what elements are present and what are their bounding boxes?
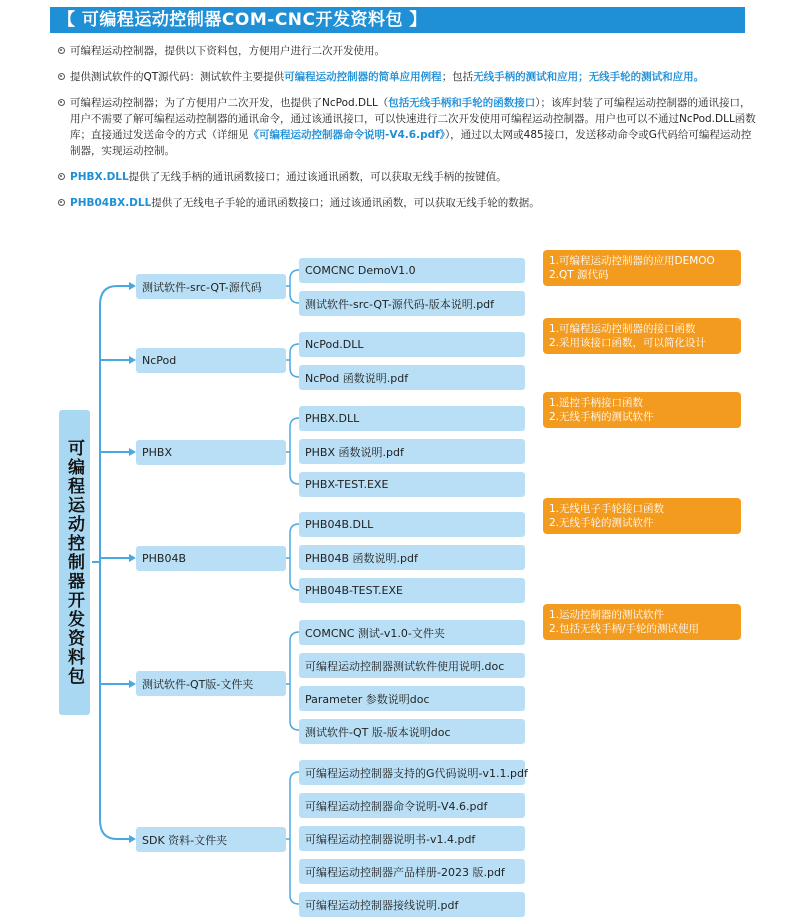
file-item[interactable]: 可编程运动控制器产品样册-2023 版.pdf [299, 859, 525, 884]
file-item[interactable]: COMCNC 测试-v1.0-文件夹 [299, 620, 525, 645]
group-phbx[interactable]: PHBX [136, 440, 286, 465]
file-item[interactable]: PHBX.DLL [299, 406, 525, 431]
intro-item: 提供测试软件的QT源代码：测试软件主要提供可编程运动控制器的简单应用例程；包括无线手柄的测试和应用；无线手轮的测试和应用。 [58, 69, 758, 85]
level2-brackets [286, 270, 299, 904]
group-qt-folder[interactable]: 测试软件-QT版-文件夹 [136, 671, 286, 696]
note-phb04b: 1.无线电子手轮接口函数 2.无线手轮的测试软件 [543, 498, 741, 534]
file-item[interactable]: NcPod 函数说明.pdf [299, 365, 525, 390]
file-item[interactable]: COMCNC DemoV1.0 [299, 258, 525, 283]
file-item[interactable]: Parameter 参数说明doc [299, 686, 525, 711]
file-item[interactable]: 可编程运动控制器测试软件使用说明.doc [299, 653, 525, 678]
level1-arrows [100, 282, 136, 843]
file-item[interactable]: NcPod.DLL [299, 332, 525, 357]
tree-root: 可编程运动控制器开发资料包 [59, 410, 90, 715]
file-item[interactable]: 可编程运动控制器命令说明-V4.6.pdf [299, 793, 525, 818]
group-ncpod[interactable]: NcPod [136, 348, 286, 373]
file-item[interactable]: 可编程运动控制器说明书-v1.4.pdf [299, 826, 525, 851]
note-phbx: 1.遥控手柄接口函数 2.无线手柄的测试软件 [543, 392, 741, 428]
file-item[interactable]: 测试软件-QT 版-版本说明doc [299, 719, 525, 744]
file-item[interactable]: PHBX 函数说明.pdf [299, 439, 525, 464]
file-item[interactable]: 测试软件-src-QT-源代码-版本说明.pdf [299, 291, 525, 316]
note-qt-folder: 1.运动控制器的测试软件 2.包括无线手柄/手轮的测试使用 [543, 604, 741, 640]
file-item[interactable]: PHB04B.DLL [299, 512, 525, 537]
intro-item: PHB04BX.DLL提供了无线电子手轮的通讯函数接口；通过该通讯函数，可以获取无线手轮的数据。 [58, 195, 758, 211]
note-qt-src: 1.可编程运动控制器的应用DEMOO 2.QT 源代码 [543, 250, 741, 286]
file-item[interactable]: PHB04B 函数说明.pdf [299, 545, 525, 570]
file-item[interactable]: 可编程运动控制器接线说明.pdf [299, 892, 525, 917]
note-ncpod: 1.可编程运动控制器的接口函数 2.采用该接口函数，可以简化设计 [543, 318, 741, 354]
group-sdk[interactable]: SDK 资料-文件夹 [136, 827, 286, 852]
file-item[interactable]: 可编程运动控制器支持的G代码说明-v1.1.pdf [299, 760, 525, 785]
root-bracket [100, 286, 117, 839]
file-item[interactable]: PHBX-TEST.EXE [299, 472, 525, 497]
group-phb04b[interactable]: PHB04B [136, 546, 286, 571]
group-qt-src[interactable]: 测试软件-src-QT-源代码 [136, 274, 286, 299]
page-title: 【 可编程运动控制器COM-CNC开发资料包 】 [50, 7, 745, 33]
intro-item: 可编程运动控制器，提供以下资料包，方便用户进行二次开发使用。 [58, 43, 758, 59]
intro-item: 可编程运动控制器；为了方便用户二次开发，也提供了NcPod.DLL（包括无线手柄和手轮的函数接口）；该库封装了可编程运动控制器的通讯接口，用户不需要了解可编程运动控制器的通讯命令，通过该通讯接口，可以快速进行二次开发使用可编程运动控制器。用户也可以不通过NcPod.DLL函数库；直接通过发送命令的方式（详细见《可编程运动控制器命令说明-V4.6.pdf》），通过以太网或485接口，发送移动命令或G代码给可编程运动控制器，实现运动控制。 [58, 95, 758, 159]
file-item[interactable]: PHB04B-TEST.EXE [299, 578, 525, 603]
intro-item: PHBX.DLL提供了无线手柄的通讯函数接口；通过该通讯函数，可以获取无线手柄的按键值。 [58, 169, 758, 185]
